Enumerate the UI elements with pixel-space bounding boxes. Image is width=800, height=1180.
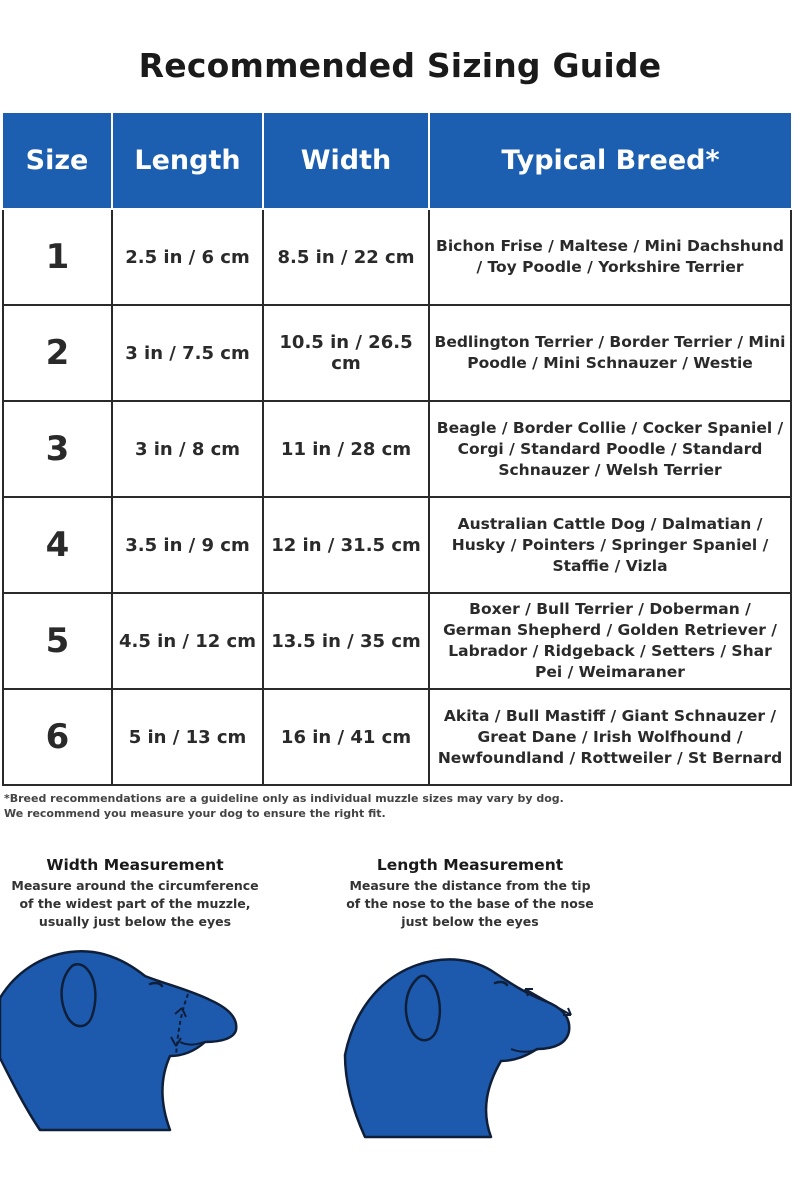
header-size: Size: [3, 113, 112, 209]
length-cell: 3 in / 8 cm: [112, 401, 263, 497]
width-measurement-title: Width Measurement: [46, 856, 224, 874]
dog-ear-shape: [62, 964, 96, 1026]
size-cell: 6: [3, 689, 112, 785]
length-cell: 3 in / 7.5 cm: [112, 305, 263, 401]
length-measurement-title: Length Measurement: [376, 856, 564, 874]
width-cell: 8.5 in / 22 cm: [263, 209, 429, 305]
dog-head-shape: [345, 959, 569, 1137]
dog-ear-shape: [406, 976, 440, 1041]
width-measurement-desc: usually just below the eyes: [38, 914, 232, 929]
breed-cell: Bichon Frise / Maltese / Mini Dachshund / Toy Poodle / Yorkshire Terrier: [429, 209, 791, 305]
length-cell: 4.5 in / 12 cm: [112, 593, 263, 689]
table-row: [3, 209, 791, 305]
table-row: [3, 497, 791, 593]
table-row: [3, 593, 791, 689]
page-title: Recommended Sizing Guide: [138, 46, 662, 85]
footnote: [4, 791, 764, 821]
breed-cell: Australian Cattle Dog / Dalmatian / Husky / Pointers / Springer Spaniel / Staffie / Vizla: [429, 497, 791, 593]
breed-cell: Akita / Bull Mastiff / Giant Schnauzer / Great Dane / Irish Wolfhound / Newfoundland / Rottweiler / St Bernard: [429, 689, 791, 785]
size-cell: 1: [3, 209, 112, 305]
table-row: [3, 401, 791, 497]
header-length: Length: [112, 113, 263, 209]
length-cell: 5 in / 13 cm: [112, 689, 263, 785]
length-measurement-section: [330, 856, 610, 931]
size-cell: 3: [3, 401, 112, 497]
width-measurement-desc: Measure around the circumference: [11, 878, 259, 893]
length-measurement-desc: Measure the distance from the tip: [349, 878, 591, 893]
width-cell: 10.5 in / 26.5 cm: [263, 305, 429, 401]
table-row: [3, 689, 791, 785]
width-measurement-section: [0, 856, 270, 931]
width-cell: 13.5 in / 35 cm: [263, 593, 429, 689]
width-cell: 16 in / 41 cm: [263, 689, 429, 785]
length-cell: 3.5 in / 9 cm: [112, 497, 263, 593]
size-cell: 5: [3, 593, 112, 689]
breed-cell: Bedlington Terrier / Border Terrier / Mini Poodle / Mini Schnauzer / Westie: [429, 305, 791, 401]
footnote-line: *Breed recommendations are a guideline only as individual muzzle sizes may vary by dog.: [4, 792, 564, 805]
length-measurement-desc: just below the eyes: [401, 914, 539, 929]
length-cell: 2.5 in / 6 cm: [112, 209, 263, 305]
table-header-row: [3, 113, 791, 209]
size-cell: 4: [3, 497, 112, 593]
width-cell: 12 in / 31.5 cm: [263, 497, 429, 593]
width-measurement-desc: of the widest part of the muzzle,: [19, 896, 251, 911]
header-breed: Typical Breed*: [429, 113, 791, 209]
dog-head-width-illustration: [0, 938, 260, 1138]
width-cell: 11 in / 28 cm: [263, 401, 429, 497]
dog-head-length-illustration: [325, 945, 585, 1145]
footnote-line: We recommend you measure your dog to ensure the right fit.: [4, 807, 386, 820]
length-measurement-desc: of the nose to the base of the nose: [346, 896, 594, 911]
header-width: Width: [263, 113, 429, 209]
size-cell: 2: [3, 305, 112, 401]
breed-cell: Boxer / Bull Terrier / Doberman / German Shepherd / Golden Retriever / Labrador / Ridgeback / Setters / Shar Pei / Weimaraner: [429, 593, 791, 689]
sizing-table: [2, 113, 792, 786]
breed-cell: Beagle / Border Collie / Cocker Spaniel / Corgi / Standard Poodle / Standard Schnauzer / Welsh Terrier: [429, 401, 791, 497]
dog-head-shape: [0, 951, 236, 1130]
table-row: [3, 305, 791, 401]
